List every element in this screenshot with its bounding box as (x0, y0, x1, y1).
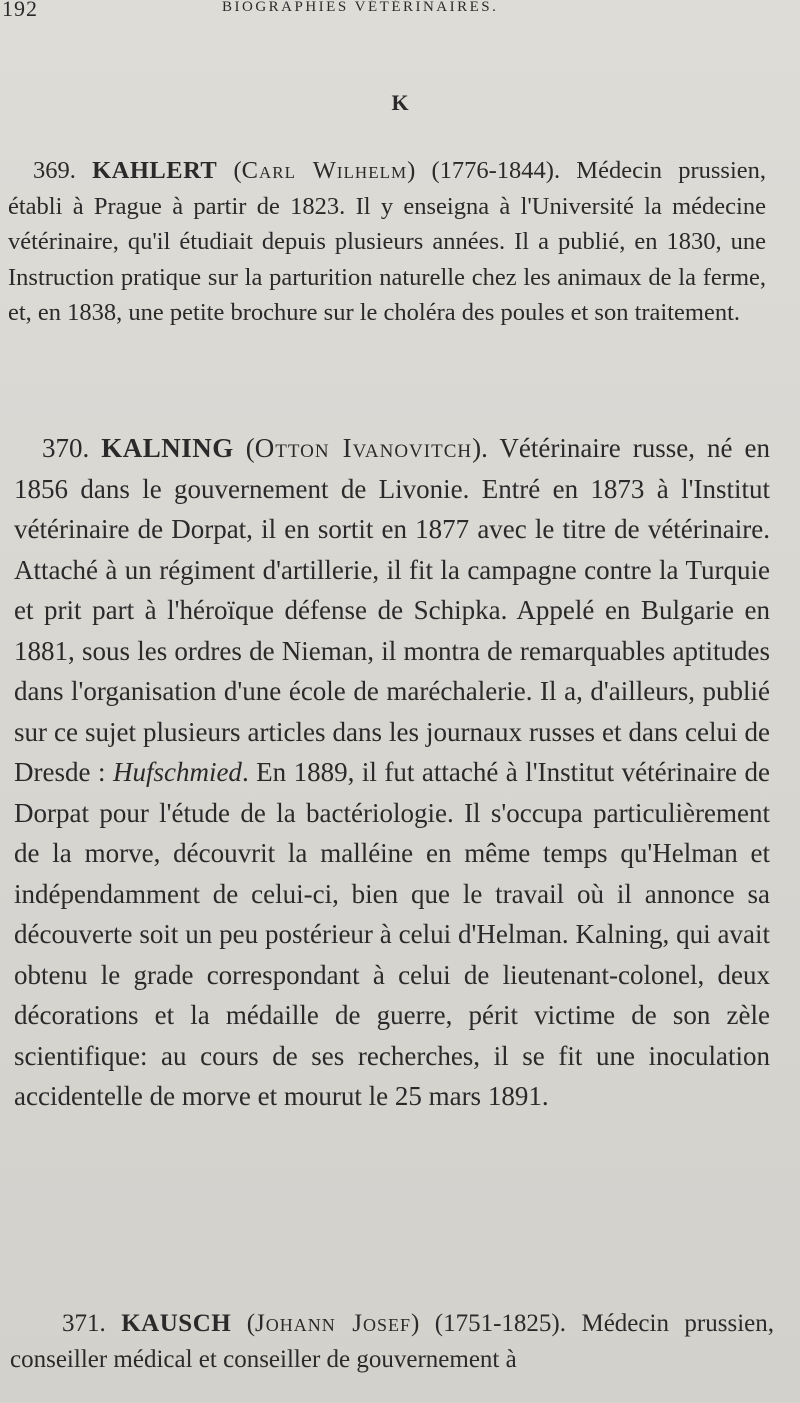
entry-text: (1751-1825). Médecin prussien, conseiller médical et conseiller de gouvernement à (10, 1310, 775, 1373)
running-title: BIOGRAPHIES VÉTÉRINAIRES. (222, 0, 499, 15)
entry-name: KALNING (101, 433, 234, 463)
entry-number: 371. (62, 1310, 106, 1337)
entry-kalning (14, 428, 770, 1117)
given-open: ( (245, 433, 255, 463)
entry-kahlert (8, 153, 766, 331)
entry-number: 369. (33, 157, 76, 184)
entry-name: KAUSCH (121, 1310, 232, 1337)
given-open: ( (233, 157, 242, 184)
section-letter: K (391, 90, 409, 115)
journal-title: Hufschmied (112, 757, 242, 787)
running-head (0, 0, 800, 22)
entry-name: KAHLERT (92, 157, 218, 184)
entry-text-before: . Vétérinaire russe, né en 1856 dans le gouvernement de Livonie. Entré en 1873 à l'Institut vétérinaire de Dorpat, il en sortit en 1877 avec le titre de vétérinaire. Attaché à un régiment d'artillerie, il fit la campagne contre la Turquie et prit part à l'héroïque défense de Schipka. Appelé en Bulgarie en 1881, sous les ordres de Nieman, il montra de remarquables aptitudes dans l'organisation d'une école de maréchalerie. Il a, d'ailleurs, publié sur ce sujet plusieurs articles dans les journaux russes et dans celui de Dresde : (14, 433, 771, 787)
entry-number: 370. (42, 433, 90, 463)
entry-given-names: Johann Josef (255, 1310, 411, 1337)
given-close: ) (407, 157, 416, 184)
entry-kausch (10, 1306, 774, 1378)
entry-given-names: Carl Wilhelm (241, 157, 408, 184)
given-open: ( (246, 1310, 256, 1337)
given-close: ) (472, 433, 482, 463)
entry-given-names: Otton Ivanovitch (254, 433, 473, 463)
page-number: 192 (2, 0, 38, 21)
given-close: ) (410, 1310, 420, 1337)
entry-text: (1776-1844). Médecin prussien, établi à Prague à partir de 1823. Il y enseigna à l'Université la médecine vétérinaire, qu'il étudiait depuis plusieurs années. Il a publié, en 1830, une Instruction pratique sur la parturition naturelle chez les animaux de la ferme, et, en 1838, une petite brochure sur le choléra des poules et son traitement. (8, 157, 767, 326)
entry-text-after: . En 1889, il fut attaché à l'Institut vétérinaire de Dorpat pour l'étude de la bactériologie. Il s'occupa particulièrement de la morve, découvrit la malléine en même temps qu'Helman et indépendamment de celui-ci, bien que le travail où il annonce sa découverte soit un peu postérieur à celui d'Helman. Kalning, qui avait obtenu le grade correspondant à celui de lieutenant-colonel, deux décorations et la médaille de guerre, périt victime de son zèle scientifique: au cours de ses recherches, il se fit une inoculation accidentelle de morve et mourut le 25 mars 1891. (14, 757, 771, 1111)
